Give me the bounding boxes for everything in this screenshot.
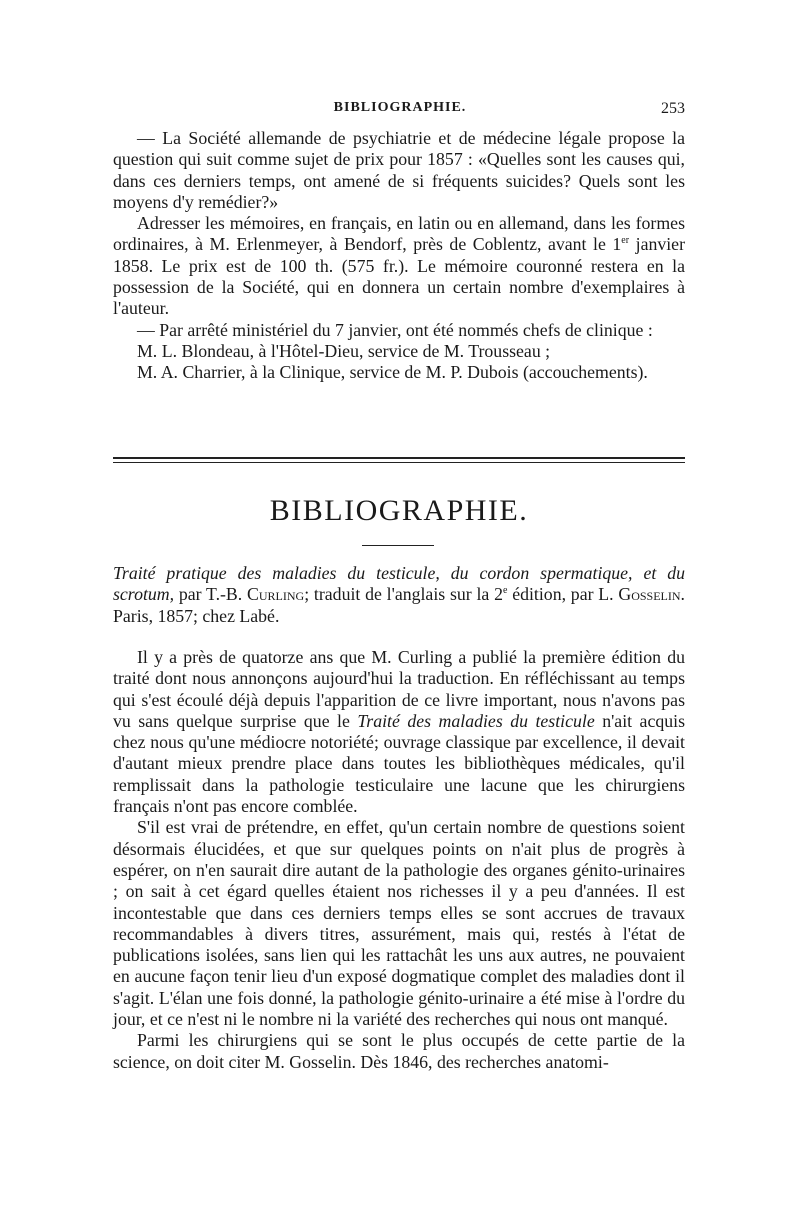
review-paragraph-1 bbox=[113, 647, 685, 817]
citation-imprint: . Paris, 1857; chez Labé. bbox=[113, 584, 685, 626]
submission-text-b: janvier 1858. Le prix est de 100 th. (575 fr.). Le mémoire couronné restera en la possession de la Société, qui en donnera un certain nombre d'exemplaires à l'auteur. bbox=[113, 234, 685, 319]
news-paragraph-decree: — Par arrêté ministériel du 7 janvier, ont été nommés chefs de clinique : bbox=[137, 319, 653, 340]
news-paragraph-prize: — La Société allemande de psychiatrie et de médecine légale propose la question qui suit comme sujet de prix pour 1857 : «Quelles sont les causes qui, dans ces derniers temps, ont amené de si fréquents suicides? Quels sont les moyens d'y remédier?» bbox=[113, 128, 685, 212]
review-p1-text-a: Il y a près de quatorze ans que M. Curling a publié la première édition du traité dont nous annonçons aujourd'hui la traduction. En réfléchissant au temps qui s'est écoulé déjà depuis l'apparition de ce livre important, nous n'avons pas vu sans quelque surprise que le bbox=[113, 647, 685, 731]
citation-edition-superscript: e bbox=[502, 585, 508, 597]
submission-text-a: Adresser les mémoires, en français, en latin ou en allemand, dans les formes ordinaires, à M. Erlenmeyer, à Bendorf, près de Coblentz, avant le 1 bbox=[113, 213, 685, 255]
citation-paragraph bbox=[113, 563, 685, 627]
double-rule-top bbox=[113, 457, 685, 459]
citation-translator: Gosselin bbox=[618, 584, 681, 605]
citation-translated: ; traduit de l'anglais sur la 2 bbox=[304, 584, 503, 605]
book-citation bbox=[113, 563, 685, 627]
review-paragraph-2: S'il est vrai de prétendre, en effet, qu'un certain nombre de questions soient désormais élucidées, et que sur quelques points on n'ait plus de progrès à espérer, on n'en saurait dire autant de la pathologie des organes génito-urinaires ; on sait à cet égard quelles étaient nos richesses il y a peu d'années. Il est incontestable que dans ces derniers temps elles se sont accrues de travaux recommandables à divers titres, assurément, mais qui, restés à l'état de publications isolées, sans lien qui les rattachât les uns aux autres, ne pouvaient en aucune façon tenir lieu d'un exposé dogmatique complet des maladies dont il s'agit. L'élan une fois donné, la pathologie génito-urinaire a été mise à l'ordre du jour, et ce n'est ni le nombre ni la variété des recherches qui nous ont manqué. bbox=[113, 817, 685, 1030]
title-underline bbox=[362, 545, 434, 546]
citation-title: Traité pratique des maladies du testicule, du cordon spermatique, et du scrotum, bbox=[113, 563, 685, 605]
news-paragraph-submission bbox=[113, 213, 685, 319]
review-paragraph-3: Parmi les chirurgiens qui se sont le plus occupés de cette partie de la science, on doit citer M. Gosselin. Dès 1846, des recherches anatomi- bbox=[113, 1030, 685, 1072]
news-section bbox=[113, 128, 685, 384]
citation-by: par T.-B. bbox=[174, 584, 248, 605]
news-paragraph-appointment-2: M. A. Charrier, à la Clinique, service de M. P. Dubois (accouchements). bbox=[137, 362, 648, 383]
section-title: BIBLIOGRAPHIE. bbox=[269, 494, 529, 527]
citation-author: Curling bbox=[247, 584, 305, 605]
submission-superscript: er bbox=[621, 235, 630, 247]
news-paragraph-appointment-1: M. L. Blondeau, à l'Hôtel-Dieu, service de M. Trousseau ; bbox=[137, 340, 551, 361]
double-rule-bottom bbox=[113, 462, 685, 463]
review-body bbox=[113, 647, 685, 1073]
running-head bbox=[115, 100, 685, 122]
page-number: 253 bbox=[661, 100, 685, 117]
review-p1-italic-title: Traité des maladies du testicule bbox=[357, 710, 595, 731]
citation-edition-rest: édition, par L. bbox=[507, 584, 619, 605]
review-p1-text-b: n'ait acquis chez nous qu'une médiocre notoriété; ouvrage classique par excellence, il devait d'autant mieux prendre place dans toutes les bibliothèques médicales, qu'il remplissait dans la pathologie testiculaire une lacune que les chirurgiens français n'ont pas encore comblée. bbox=[113, 710, 685, 817]
running-title: BIBLIOGRAPHIE. bbox=[333, 100, 467, 115]
